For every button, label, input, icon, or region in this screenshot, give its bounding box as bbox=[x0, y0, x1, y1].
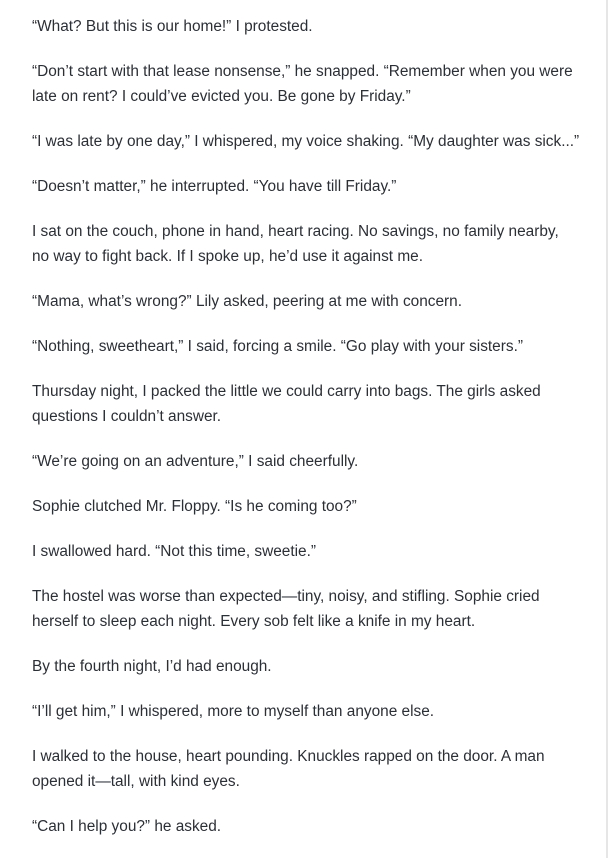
story-paragraph: By the fourth night, I’d had enough. bbox=[32, 658, 272, 675]
story-paragraph: “Can I help you?” he asked. bbox=[32, 818, 222, 835]
story-paragraph: Sophie clutched Mr. Floppy. “Is he coming too?” bbox=[32, 498, 357, 515]
story-paragraph: “I was late by one day,” I whispered, my voice shaking. “My daughter was sick...” bbox=[32, 133, 580, 150]
story-paragraph: “We’re going on an adventure,” I said cheerfully. bbox=[32, 453, 359, 470]
story-paragraph: “Mama, what’s wrong?” Lily asked, peering at me with concern. bbox=[32, 293, 462, 310]
story-article bbox=[32, 14, 580, 859]
story-paragraph: The hostel was worse than expected—tiny, noisy, and stifling. Sophie cried herself to sleep each night. Every sob felt like a knife in my heart. bbox=[32, 588, 540, 630]
story-paragraph: “What? But this is our home!” I protested. bbox=[32, 18, 313, 35]
story-paragraph: Thursday night, I packed the little we could carry into bags. The girls asked questions I couldn’t answer. bbox=[32, 383, 541, 425]
story-paragraph: I sat on the couch, phone in hand, heart racing. No savings, no family nearby, no way to fight back. If I spoke up, he’d use it against me. bbox=[32, 223, 559, 265]
story-paragraph: “Nothing, sweetheart,” I said, forcing a smile. “Go play with your sisters.” bbox=[32, 338, 523, 355]
story-paragraph: “Doesn’t matter,” he interrupted. “You have till Friday.” bbox=[32, 178, 397, 195]
story-paragraph: “Don’t start with that lease nonsense,” he snapped. “Remember when you were late on rent? I could’ve evicted you. Be gone by Friday.” bbox=[32, 63, 573, 105]
story-paragraph: I swallowed hard. “Not this time, sweetie.” bbox=[32, 543, 316, 560]
story-paragraph: “I’ll get him,” I whispered, more to myself than anyone else. bbox=[32, 703, 435, 720]
story-paragraph: I walked to the house, heart pounding. Knuckles rapped on the door. A man opened it—tall, with kind eyes. bbox=[32, 748, 545, 790]
